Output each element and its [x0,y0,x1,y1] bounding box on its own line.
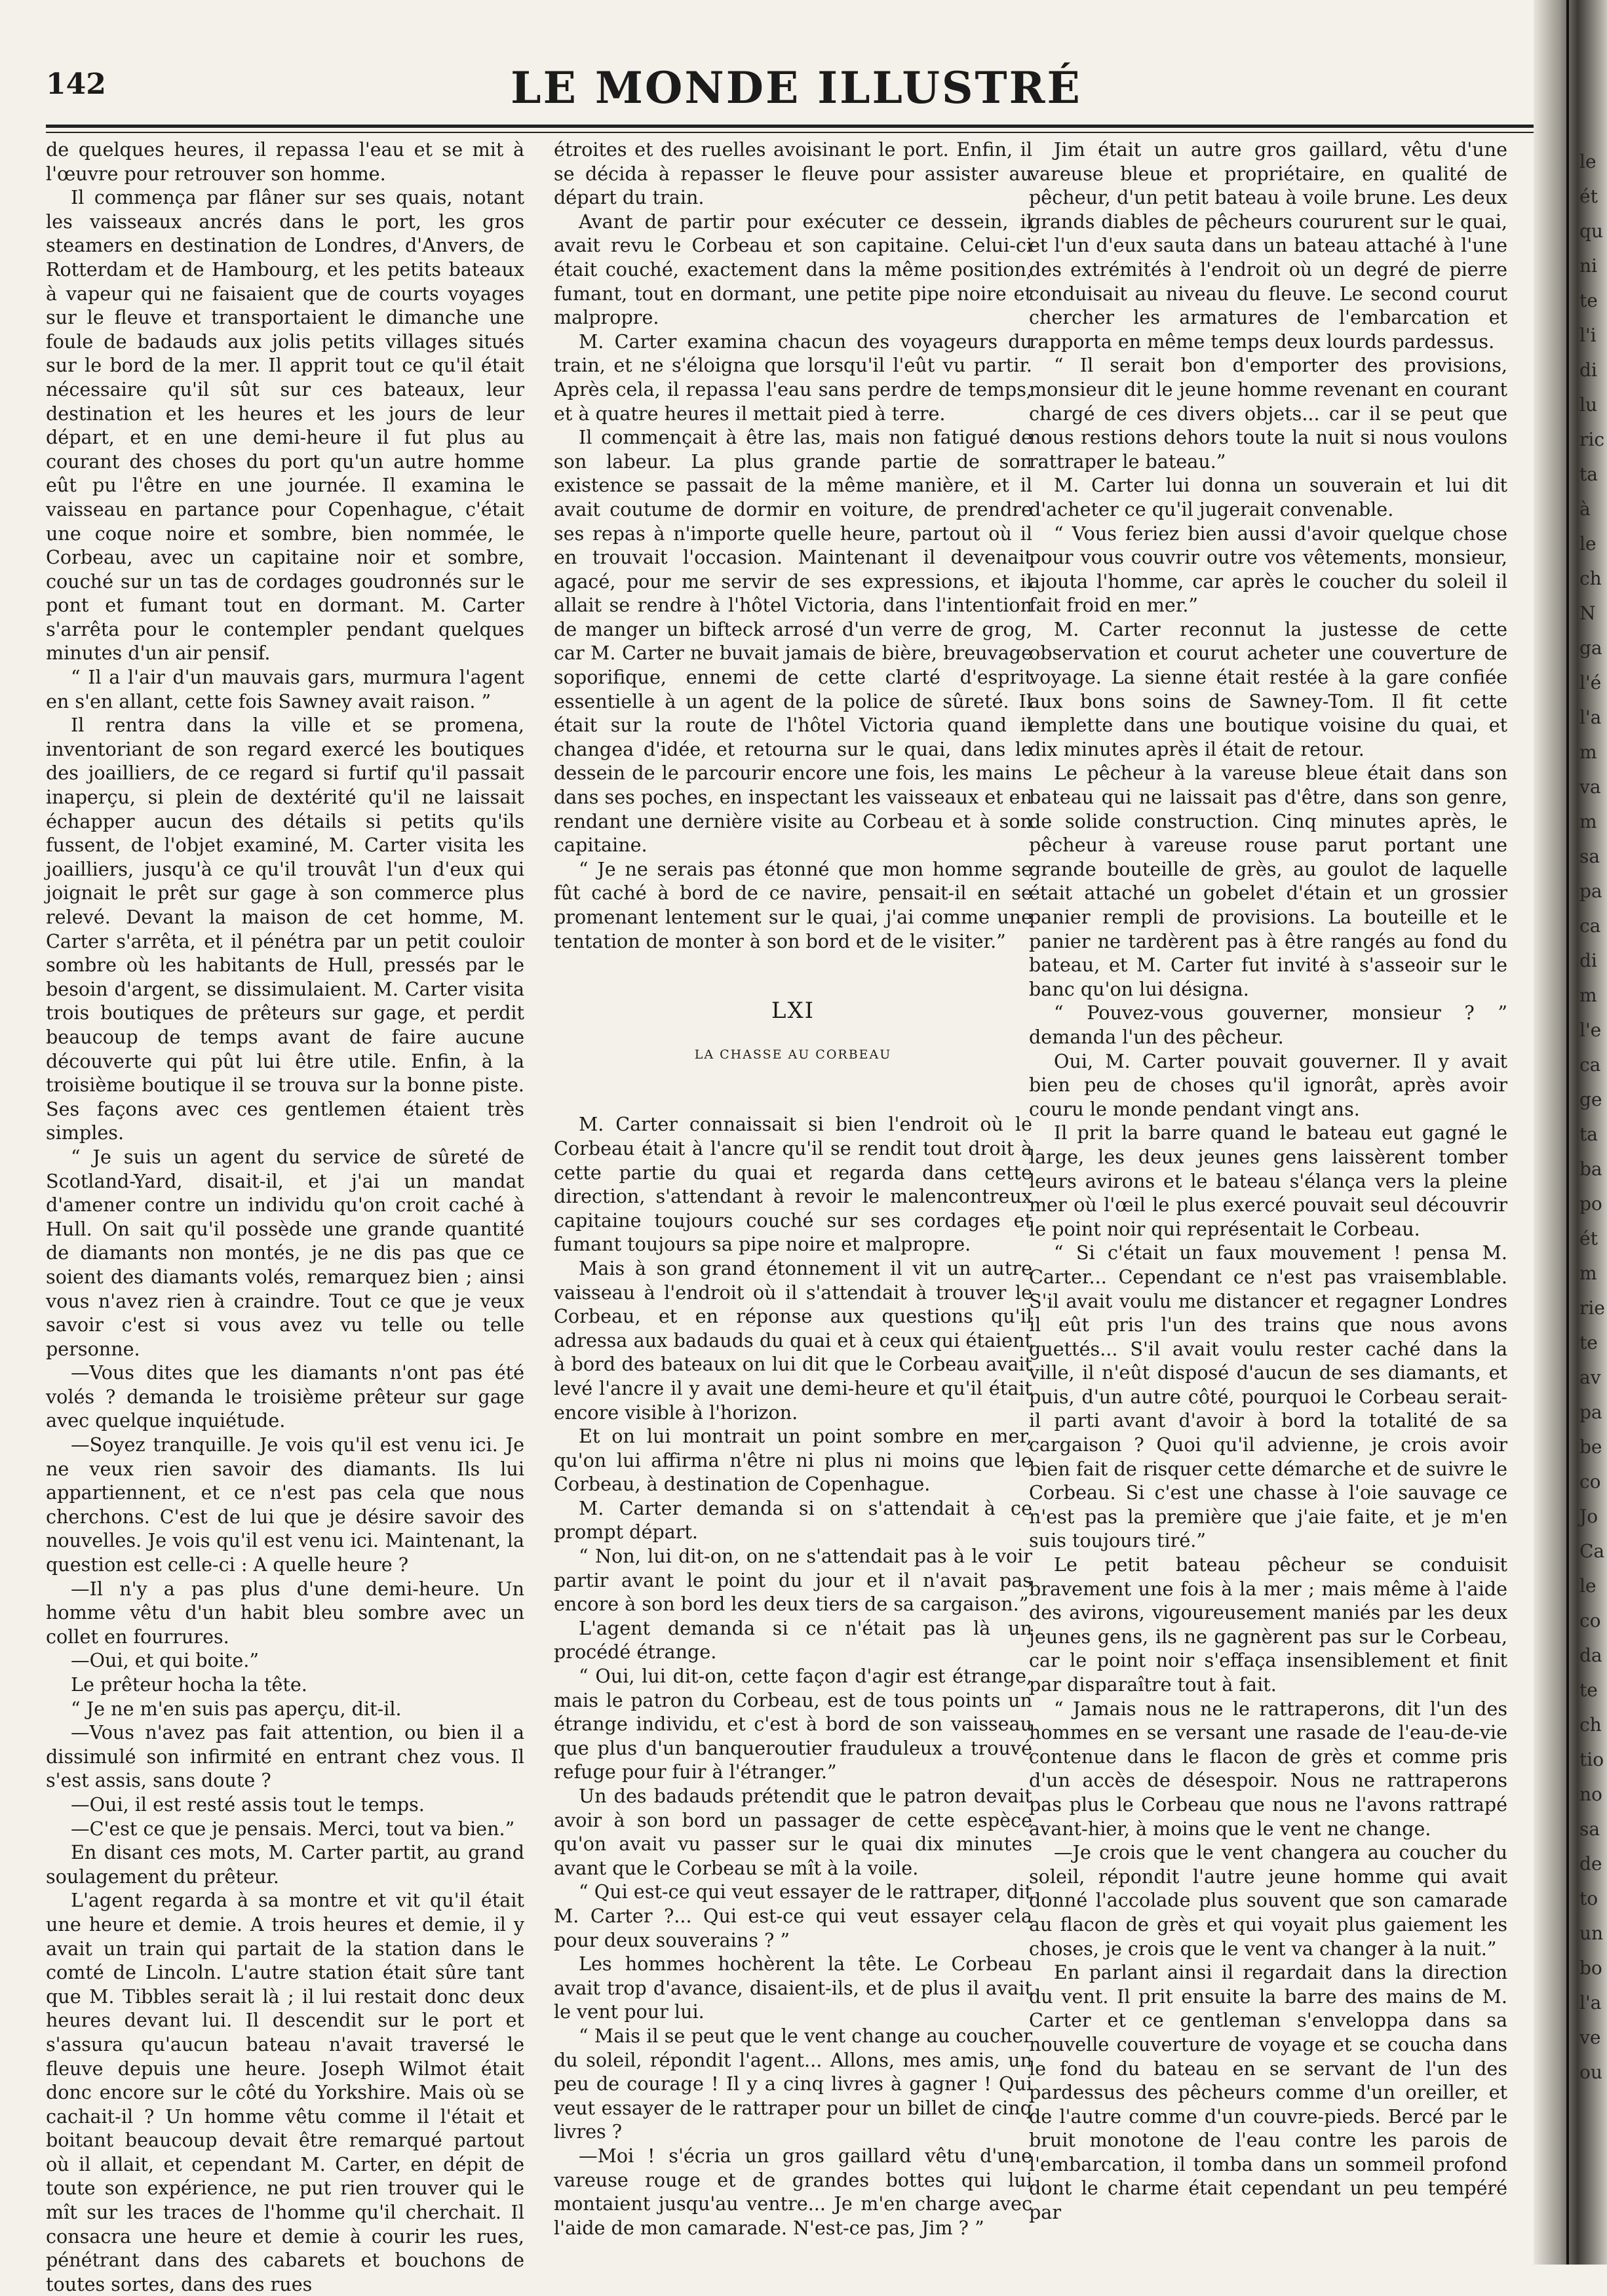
next-page-fragment: te [1579,1332,1598,1353]
paragraph: Mais à son grand étonnement il vit un autre vaisseau à l'endroit où il s'attendait à trouver le Corbeau, et en réponse aux questions qu'il adressa aux badauds du quai et à ceux qui étaient à bord des bateaux on lui dit que le Corbeau avait levé l'ancre il y avait une demi-heure et qu'il était encore visible à l'horizon. [554,1256,1032,1424]
paragraph: Les hommes hochèrent la tête. Le Corbeau avait trop d'avance, disaient-ils, et de plus il avait le vent pour lui. [554,1953,1032,2023]
next-page-fragment: ca [1579,1054,1601,1076]
next-page-fragment: va [1579,776,1601,798]
next-page-fragment: lu [1579,394,1597,416]
next-page-fragment: un [1579,1922,1604,1944]
next-page-fragment: sa [1579,1818,1600,1840]
paragraph: En parlant ainsi il regardait dans la direction du vent. Il prit ensuite la barre des mains de M. Carter et ce gentleman s'enveloppa dans sa nouvelle couverture de voyage et se coucha dans le fond du bateau en se servant de l'un des pardessus des pêcheurs comme d'un oreiller, et de l'autre comme d'un couvre-pieds. Bercé par le bruit monotone de l'eau contre les parois de l'embarcation, il tomba dans un sommeil profond dont le charme était cependant un peu tempéré par [1029,1961,1507,2224]
paragraph: “ Si c'était un faux mouvement ! pensa M. Carter... Cependant ce n'est pas vraisemblable. S'il avait voulu me distancer et regagner Londres il eût pris l'un des trains que nous avons guettés... S'il avait voulu rester caché dans la ville, il n'eût disposé d'aucun de ses diamants, et puis, d'un autre côté, pourquoi le Corbeau serait-il parti avant d'avoir à bord la totalité de sa cargaison ? Quoi qu'il advienne, je crois avoir bien fait de risquer cette démarche et de suivre le Corbeau. Si c'est une chasse à l'oie sauvage ce n'est pas la première que j'aie faite, et je m'en suis toujours tiré.” [1029,1241,1507,1552]
paragraph: “ Qui est-ce qui veut essayer de le rattraper, dit M. Carter ?... Qui est-ce qui veut essayer cela pour deux souverains ? ” [554,1880,1032,1951]
next-page-fragment: de [1579,1853,1602,1875]
next-page-fragment: m [1579,811,1597,832]
paragraph: Oui, M. Carter pouvait gouverner. Il y avait bien peu de choses qu'il ignorât, après avoir couru le monde pendant vingt ans. [1029,1049,1507,1120]
header-rule-thin [46,132,1553,133]
paragraph: —Oui, il est resté assis tout le temps. [71,1793,425,1816]
next-page-fragment: Jo [1579,1506,1598,1527]
next-page-fragment: ric [1579,429,1605,450]
next-page-fragment: ge [1579,1089,1602,1110]
paragraph: Le pêcheur à la vareuse bleue était dans son bateau qui ne laissait pas d'être, dans son genre, de solide construction. Cinq minutes après, le pêcheur à vareuse rouse parut portant une grande bouteille de grès, au goulot de laquelle était attaché un gobelet d'étain et un grossier panier rempli de provisions. La bouteille et le panier ne tardèrent pas à être rangés au fond du bateau, et M. Carter fut invité à s'asseoir sur le banc qu'on lui désigna. [1029,762,1507,1000]
next-page-fragment: l'i [1579,324,1597,346]
paragraph: —Moi ! s'écria un gros gaillard vêtu d'une vareuse rouge et de grandes bottes qui lui montaient jusqu'au ventre... Je m'en charge avec l'aide de mon camarade. N'est-ce pas, Jim ? ” [554,2144,1032,2239]
chapter-title: LA CHASSE AU CORBEAU [694,1047,892,1062]
next-page-fragment: l'e [1579,1019,1602,1041]
next-page-fragment: ta [1579,463,1598,485]
paragraph: Avant de partir pour exécuter ce dessein, il avait revu le Corbeau et son capitaine. Celui-ci était couché, exactement dans la même position, fumant, tout en dormant, une petite pipe noire et malpropre. [554,210,1032,329]
next-page-fragment: rie [1579,1297,1605,1319]
next-page-fragment: av [1579,1367,1601,1388]
next-page-fragment: Ca [1579,1540,1605,1562]
paragraph: Il rentra dans la ville et se promena, inventoriant de son regard exercé les boutiques des joailliers, de ce regard si furtif qu'il passait inaperçu, si plein de dextérité qu'il ne laissait échapper aucun des détails si petits qu'ils fussent, de l'objet examiné, M. Carter visita les joailliers, jusqu'à ce qu'il trouvât l'un d'eux qui joignait le prêt sur gage à son commerce plus relevé. Devant la maison de cet homme, M. Carter s'arrêta, et il pénétra par un petit couloir sombre où les habitants de Hull, pressés par le besoin d'argent, se dissimulaient. M. Carter visita trois boutiques de prêteurs sur gage, et perdit beaucoup de temps avant de faire aucune découverte qui pût lui être utile. Enfin, à la troisième boutique il se trouva sur la bonne piste. Ses façons avec ces gentlemen étaient très simples. [46,714,524,1144]
next-page-fragment: tio [1579,1749,1604,1770]
paragraph: Il prit la barre quand le bateau eut gagné le large, les deux jeunes gens laissèrent tomber leurs avirons et le bateau s'élança vers la pleine mer où l'œil le plus exercé pouvait seul découvrir le point noir qui représentait le Corbeau. [1029,1121,1507,1240]
next-page-fragment: le [1579,1575,1597,1597]
next-page-fragment: à [1579,498,1591,520]
paragraph: “ Je ne m'en suis pas aperçu, dit-il. [71,1697,402,1720]
next-page-fragment: ét [1579,185,1598,207]
paragraph: —Vous n'avez pas fait attention, ou bien il a dissimulé son infirmité en entrant chez vous. Il s'est assis, sans doute ? [46,1721,524,1792]
paragraph: “ Non, lui dit-on, on ne s'attendait pas à le voir partir avant le point du jour et il n'avait pas encore à son bord les deux tiers de sa cargaison.” [554,1545,1032,1616]
paragraph: M. Carter examina chacun des voyageurs du train, et ne s'éloigna que lorsqu'il l'eût vu partir. Après cela, il repassa l'eau sans perdre de temps, et à quatre heures il mettait pied à terre. [554,330,1032,425]
next-page-text-fragments [1579,144,1607,2083]
column-2 [554,138,1033,2239]
paragraph: Un des badauds prétendit que le patron devait avoir à son bord un passager de cette espèce qu'on avait vu passer sur le quai dix minutes avant que le Corbeau se mît à la voile. [554,1785,1032,1879]
paragraph: “ Oui, lui dit-on, cette façon d'agir est étrange, mais le patron du Corbeau, est de tous points un étrange individu, et c'est à bord de son vaisseau que plus d'un banqueroutier frauduleux a trouvé refuge pour fuir à l'étranger.” [554,1665,1032,1783]
paragraph: Jim était un autre gros gaillard, vêtu d'une vareuse bleue et propriétaire, en qualité de pêcheur, d'un petit bateau à voile brune. Les deux grands diables de pêcheurs coururent sur le quai, et l'un d'eux sauta dans un bateau attaché à l'une des extrémités à l'endroit où un degré de pierre conduisait au niveau du fleuve. Le second courut chercher les armatures de l'embarcation et rapporta en même temps deux lourds pardessus. [1029,138,1507,353]
paragraph: M. Carter demanda si on s'attendait à ce prompt départ. [554,1496,1032,1544]
masthead: LE MONDE ILLUSTRÉ [511,62,1082,113]
paragraph: Le prêteur hocha la tête. [71,1673,307,1696]
paragraph: —C'est ce que je pensais. Merci, tout va bien.” [71,1817,515,1840]
paragraph: En disant ces mots, M. Carter partit, au grand soulagement du prêteur. [46,1841,524,1888]
next-page-fragment: da [1579,1644,1602,1666]
paragraph: “ Il serait bon d'emporter des provisions, monsieur dit le jeune homme revenant en courant chargé de ces divers objets... car il se peut que nous restions dehors toute la nuit si nous voulons rattraper le bateau.” [1029,354,1507,473]
next-page-fragment: ou [1579,2061,1602,2083]
paragraph: “ Jamais nous ne le rattraperons, dit l'un des hommes en se versant une rasade de l'eau-de-vie contenue dans le flacon de grès et comme pris d'un accès de désespoir. Nous ne rattraperons pas plus le Corbeau que nous ne l'avons rattrapé avant-hier, à moins que le vent ne change. [1029,1697,1507,1840]
paragraph: de quelques heures, il repassa l'eau et se mit à l'œuvre pour retrouver son homme. [46,138,524,185]
next-page-fragment: ch [1579,1714,1602,1736]
next-page-fragment: bo [1579,1957,1602,1979]
next-page-fragment: to [1579,1888,1598,1909]
next-page-fragment: co [1579,1610,1601,1631]
next-page-fragment: di [1579,359,1597,381]
next-page-fragment: m [1579,741,1597,763]
paragraph: Il commençait à être las, mais non fatigué de son labeur. La plus grande partie de son existence se passait de la même manière, et il avait coutume de dormir en voiture, de prendre ses repas à n'importe quelle heure, partout où il en trouvait l'occasion. Maintenant il devenait agacé, pour me servir de ses expressions, et il allait se rendre à l'hôtel Victoria, dans l'intention de manger un bifteck arrosé d'un verre de grog, car M. Carter ne buvait jamais de bière, breuvage soporifique, ennemi de cette clarté d'esprit essentielle à un agent de la police de sûreté. Il était sur la route de l'hôtel Victoria quand il changea d'idée, et retourna sur le quai, dans le dessein de le parcourir encore une fois, les mains dans ses poches, en inspectant les vaisseaux et en rendant une dernière visite au Corbeau et à son capitaine. [554,426,1033,857]
paragraph: —Oui, et qui boite.” [71,1649,260,1672]
page-fold-line [1566,0,1569,2265]
paragraph: L'agent regarda à sa montre et vit qu'il était une heure et demie. A trois heures et demie, il y avait un train qui partait de la station dans le comté de Lincoln. L'autre station était sûre tant que M. Tibbles serait là ; il lui restait donc deux heures devant lui. Il descendit sur le port et s'assura qu'aucun bateau n'avait traversé le fleuve depuis une heure. Joseph Wilmot était donc encore sur le côté du Yorkshire. Mais où se cachait-il ? Un homme vêtu comme il l'était et boitant beaucoup devait être remarqué partout où il allait, et cependant M. Carter, en dépit de toute son expérience, ne put rien trouver qui le mît sur les traces de l'homme qu'il cherchait. Il consacra une heure et demie à courir les rues, pénétrant dans des cabarets et bouchons de toutes sortes, dans des rues [46,1889,524,2295]
next-page-fragment: le [1579,533,1597,555]
paragraph: M. Carter connaissait si bien l'endroit où le Corbeau était à l'ancre qu'il se rendit tout droit à cette partie du quai et regarda dans cette direction, s'attendant à revoir le malencontreux capitaine toujours couché sur ses cordages et fumant toujours sa pipe noire et malpropre. [554,1113,1032,1256]
paragraph: “ Pouvez-vous gouverner, monsieur ? ” demanda l'un des pêcheur. [1029,1002,1507,1048]
paragraph: —Vous dites que les diamants n'ont pas été volés ? demanda le troisième prêteur sur gage avec quelque inquiétude. [46,1361,524,1432]
header-rule [46,125,1553,128]
next-page-fragment: po [1579,1193,1602,1215]
paragraph: M. Carter reconnut la justesse de cette observation et courut acheter une couverture de voyage. La sienne était restée à la gare confiée aux bons soins de Sawney-Tom. Il fit cette emplette dans une boutique voisine du quai, et dix minutes après il était de retour. [1029,617,1507,760]
next-page-fragment: co [1579,1471,1601,1492]
next-page-fragment: ét [1579,1228,1598,1249]
next-page-fragment: ni [1579,255,1597,277]
next-page-fragment: le [1579,151,1597,172]
page-header [46,62,1547,115]
next-page-fragment: l'a [1579,707,1602,728]
paragraph: Il commença par flâner sur ses quais, notant les vaisseaux ancrés dans le port, les gros steamers en destination de Londres, d'Anvers, de Rotterdam et de Hambourg, et les petits bateaux à vapeur qui ne faisaient que de courts voyages sur le fleuve et transportaient le dimanche une foule de badauds aux jolis petits villages situés sur le bord de la mer. Il apprit tout ce qu'il était nécessaire qu'il sût sur ces bateaux, leur destination et les heures et les jours de leur départ, et en une demi-heure il fut plus au courant des choses du port qu'un autre homme eût pu l'être en une journée. Il examina le vaisseau en partance pour Copenhague, c'était une coque noire et sombre, bien nommée, le Corbeau, avec un capitaine noir et sombre, couché sur un tas de cordages goudronnés sur le pont et fumant tout en dormant. M. Carter s'arrêta pour le contempler pendant quelques minutes d'un air pensif. [46,186,524,665]
paragraph: Le petit bateau pêcheur se conduisit bravement une fois à la mer ; mais même à l'aide des avirons, vigoureusement maniés par les deux jeunes gens, ils ne gagnèrent pas sur le Corbeau, car le point noir s'effaça insensiblement et finit par disparaître tout à fait. [1029,1553,1507,1696]
paragraph: L'agent demanda si ce n'était pas là un procédé étrange. [554,1616,1032,1664]
next-page-fragment: pa [1579,880,1602,902]
paragraph: M. Carter lui donna un souverain et lui dit d'acheter ce qu'il jugerait convenable. [1029,474,1507,520]
paragraph: “ Il a l'air d'un mauvais gars, murmura l'agent en s'en allant, cette fois Sawney avait raison. ” [46,666,524,712]
paragraph: “ Mais il se peut que le vent change au coucher du soleil, répondit l'agent... Allons, mes amis, un peu de courage ! Il y a cinq livres à gagner ! Qui veut essayer de le rattraper pour un billet de cinq livres ? [554,2024,1032,2143]
paragraph: “ Je suis un agent du service de sûreté de Scotland-Yard, disait-il, et j'ai un mandat d'amener contre un individu qu'on croit caché à Hull. On sait qu'il possède une grande quantité de diamants non montés, je ne dis pas que ce soient des diamants volés, remarquez bien ; ainsi vous n'avez rien à craindre. Tout ce que je veux savoir c'est si vous avez vu telle ou telle personne. [46,1145,524,1360]
next-page-fragment: l'a [1579,1992,1602,2014]
paragraph: Et on lui montrait un point sombre en mer, qu'on lui affirma n'être ni plus ni moins que le Corbeau, à destination de Copenhague. [554,1425,1032,1496]
paragraph: “ Je ne serais pas étonné que mon homme se fût caché à bord de ce navire, pensait-il en se promenant lentement sur le quai, j'ai comme une tentation de monter à son bord et de le visiter.” [554,857,1032,952]
next-page-fragment: be [1579,1436,1602,1458]
next-page-fragment: ga [1579,637,1602,659]
column-1 [46,138,524,2295]
paragraph: étroites et des ruelles avoisinant le port. Enfin, il se décida à repasser le fleuve pour assister au départ du train. [554,138,1032,209]
paragraph: —Il n'y a pas plus d'une demi-heure. Un homme vêtu d'un habit bleu sombre avec un collet en fourrures. [46,1577,524,1648]
next-page-fragment: di [1579,950,1597,971]
next-page-fragment: te [1579,290,1598,311]
column-3 [1029,138,1507,2222]
chapter-number: LXI [771,998,815,1024]
next-page-fragment: te [1579,1679,1598,1701]
paragraph: “ Vous feriez bien aussi d'avoir quelque chose pour vous couvrir outre vos vêtements, monsieur, ajouta l'homme, car après le coucher du soleil il fait froid en mer.” [1029,522,1507,617]
next-page-fragment: ve [1579,2027,1601,2048]
next-page-fragment: sa [1579,846,1600,867]
next-page-fragment: pa [1579,1401,1602,1423]
next-page-fragment: no [1579,1783,1602,1805]
paragraph: —Je crois que le vent changera au coucher du soleil, répondit l'autre jeune homme qui avait donné l'accolade plus souvent que son camarade au flacon de grès et qui voyait plus gaiement les choses, je crois que le vent va changer à la nuit.” [1029,1841,1507,1960]
next-page-fragment: l'é [1579,672,1602,693]
next-page-fragment: m [1579,1262,1597,1284]
next-page-fragment: m [1579,984,1597,1006]
next-page-fragment: ch [1579,568,1602,589]
next-page-fragment: qu [1579,220,1603,242]
next-page-fragment: ta [1579,1123,1598,1145]
next-page-fragment: ba [1579,1158,1602,1180]
next-page-fragment: ca [1579,915,1601,937]
paragraph: —Soyez tranquille. Je vois qu'il est venu ici. Je ne veux rien savoir des diamants. Ils lui appartiennent, et ce n'est pas cela que nous cherchons. C'est de lui que je désire savoir des nouvelles. Je vois qu'il est venu ici. Maintenant, la question est celle-ci : A quelle heure ? [46,1433,524,1576]
next-page-fragment: N [1579,602,1596,624]
page-number: 142 [46,68,106,101]
